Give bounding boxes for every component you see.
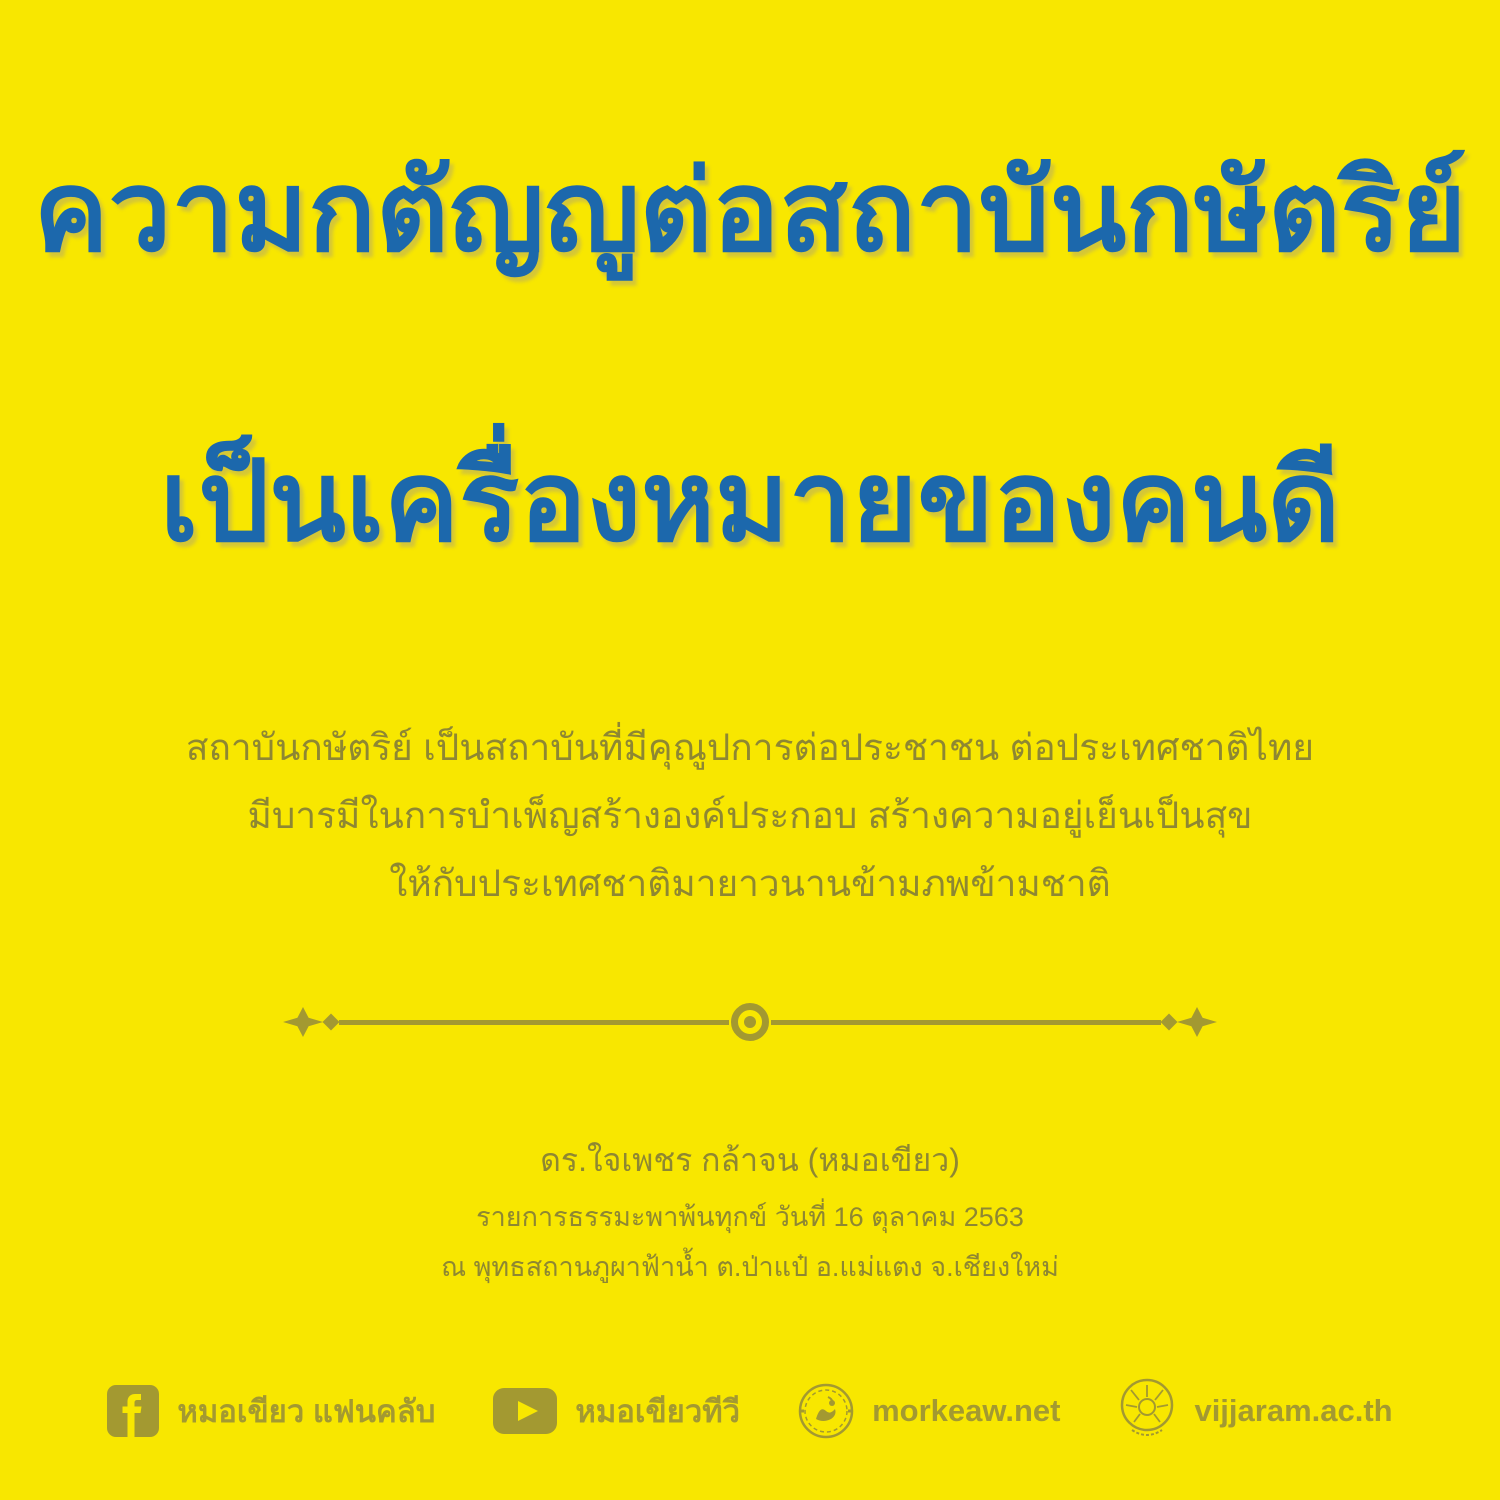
morkeaw-emblem-icon <box>798 1383 854 1439</box>
vijjaram-emblem-icon <box>1118 1378 1176 1444</box>
body-line-1: สถาบันกษัตริย์ เป็นสถาบันที่มีคุณูปการต่อประชาชน ต่อประเทศชาติไทย <box>185 727 1315 768</box>
footer-label: morkeaw.net <box>872 1393 1061 1428</box>
footer-item-youtube <box>493 1386 740 1436</box>
footer-label: หมอเขียวทีวี <box>575 1394 741 1429</box>
footer-bar <box>0 1378 1500 1444</box>
youtube-icon <box>493 1388 557 1434</box>
divider-center-ring-icon <box>731 1003 769 1041</box>
divider-line-left <box>339 1020 729 1025</box>
location-line: ณ พุทธสถานภูผาฟ้าน้ำ ต.ป่าแป๋ อ.แม่แตง จ.เชียงใหม่ <box>441 1252 1059 1282</box>
title-line-2: เป็นเครื่องหมายของคนดี <box>159 436 1341 567</box>
footer-label: vijjaram.ac.th <box>1194 1393 1393 1428</box>
divider-left-mini-diamond-icon <box>323 1014 340 1031</box>
body-paragraph <box>0 714 1500 918</box>
footer-item-facebook <box>107 1385 435 1437</box>
divider-line-right <box>771 1020 1161 1025</box>
footer-item-morkeaw <box>798 1383 1060 1439</box>
divider-center-dot <box>744 1016 756 1028</box>
event-line: รายการธรรมะพาพ้นทุกข์ วันที่ 16 ตุลาคม 2563 <box>476 1202 1024 1232</box>
footer-item-vijjaram <box>1118 1378 1392 1444</box>
ornamental-divider <box>283 1000 1217 1044</box>
attribution-block <box>0 1138 1500 1292</box>
title-line-1: ความกตัญญูต่อสถาบันกษัตริย์ <box>33 146 1467 277</box>
footer-label: หมอเขียว แฟนคลับ <box>177 1394 436 1429</box>
divider-right-mini-diamond-icon <box>1161 1014 1178 1031</box>
divider-right-diamond-icon <box>1177 1007 1217 1037</box>
divider-left-diamond-icon <box>283 1007 323 1037</box>
body-line-2: มีบารมีในการบำเพ็ญสร้างองค์ประกอบ สร้างความอยู่เย็นเป็นสุข <box>247 795 1253 836</box>
facebook-icon <box>107 1385 159 1437</box>
speaker-name: ดร.ใจเพชร กล้าจน (หมอเขียว) <box>540 1142 960 1178</box>
body-line-3: ให้กับประเทศชาติมายาวนานข้ามภพข้ามชาติ <box>389 863 1111 904</box>
